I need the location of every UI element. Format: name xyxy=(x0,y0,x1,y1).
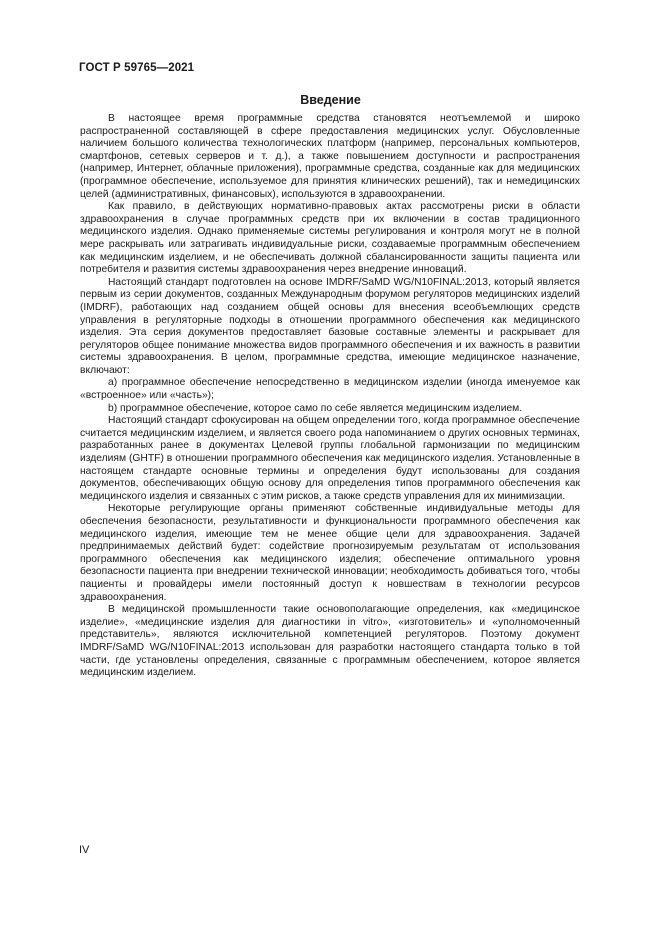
list-item-b: b) программное обеспечение, которое само по себе является медицинским изделием. xyxy=(108,402,523,414)
paragraph-regulators: Некоторые регулирующие органы применяют собственные индивидуальные методы для обеспечения безопасности, результативности и функциональности программного обеспечения как медицинского изделия, имеющие тем не менее общие цели для здравоохранения. Задачей предпринимаемых действий будет: содействие прогнозируемым результатам от использования программного обеспечения как медицинского изделия; обеспечение оптимального уровня безопасности пациента при внедрении технической инновации; необходимость добиваться того, чтобы пациенты и провайдеры имели постоянный доступ к новшествам в технологии ресурсов здравоохранения. xyxy=(80,503,580,603)
paragraph-focus: Настоящий стандарт сфокусирован на общем определении того, когда программное обеспечение считается медицинским изделием, и является своего рода напоминанием о других основных терминах, разработанных ранее в документах Целевой группы глобальной гармонизации по медицинским изделиям (GHTF) в отношении программного обеспечения как медицинского изделия. Установленные в настоящем стандарте основные термины и определения будут использованы для создания документов, обеспечивающих общую основу для определения типов программного обеспечения как медицинского изделия и связанных с этим рисков, а также средств управления для их минимизации. xyxy=(80,415,580,502)
paragraph-intro: В настоящее время программные средства становятся неотъемлемой и широко распространенной составляющей в сфере предоставления медицинских услуг. Обусловленные наличием большого количества технологических платформ (например, персональных компьютеров, смартфонов, сетевых серверов и т. д.), а также повышением доступности и распространения (например, Интернет, облачные приложения), программные средства, созданные как для медицинских (программное обеспечение, используемое для принятия клинических решений), так и немедицинских целей (административных, финансовых), используются в здравоохранении. xyxy=(80,113,580,200)
page-number: IV xyxy=(79,844,90,856)
paragraph-definitions: В медицинской промышленности такие основополагающие определения, как «медицинское изделие», «медицинские изделия для диагностики in vitro», «изготовитель» и «уполномоченный представитель», являются исключительной компетенцией регуляторов. Поэтому документ IMDRF/SaMD WG/N10FINAL:2013 использован для разработки настоящего стандарта только в той части, где установлены определения, связанные с программным обеспечением, которое является медицинским изделием. xyxy=(80,604,580,679)
paragraph-risks: Как правило, в действующих нормативно-правовых актах рассмотрены риски в области здравоохранения в случае программных средств при их включении в состав традиционного медицинского изделия. Однако применяемые системы регулирования и контроля могут не в полной мере раскрывать или затрагивать индивидуальные риски, создаваемые программным обеспечением как медицинским изделием, и не обеспечивать должной сбалансированности защиты пациента или потребителя и развития системы здравоохранения через внедрение инноваций. xyxy=(80,201,580,276)
document-code: ГОСТ Р 59765—2021 xyxy=(79,62,195,74)
body-text xyxy=(80,113,580,680)
list-item-a: a) программное обеспечение непосредственно в медицинском изделии (иногда именуемое как «встроенное» или «часть»); xyxy=(80,377,580,402)
paragraph-basis: Настоящий стандарт подготовлен на основе IMDRF/SaMD WG/N10FINAL:2013, который является первым из серии документов, созданных Международным форумом регуляторов медицинских изделий (IMDRF), работающих над созданием общей основы для внесения всеобъемлющих средств управления в регуляторные подходы в отношении программного обеспечения как медицинского изделия. Эта серия документов предоставляет базовые составные элементы и раскрывает для регуляторов общее понимание множества видов программного обеспечения и их важность в развитии системы здравоохранения. В целом, программные средства, имеющие медицинское назначение, включают: xyxy=(80,276,580,376)
section-title: Введение xyxy=(300,93,361,107)
